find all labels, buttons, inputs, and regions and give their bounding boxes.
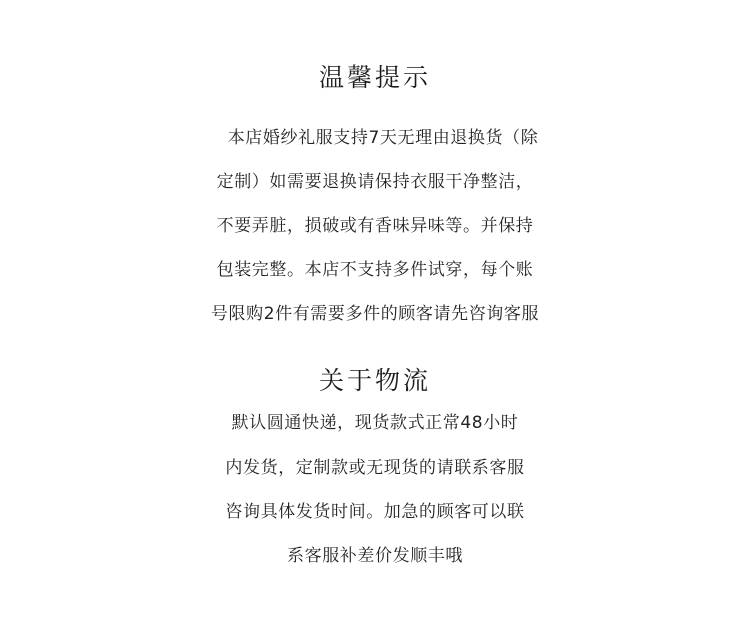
tips-line-2: 定制）如需要退换请保持衣服干净整洁， [216,172,534,192]
logistics-line-2: 内发货，定制款或无现货的请联系客服 [225,458,525,478]
tips-heading: 温馨提示 [318,63,431,92]
logistics-line-3: 咨询具体发货时间。加急的顾客可以联 [225,502,525,522]
logistics-heading: 关于物流 [318,366,431,395]
logistics-line-1: 默认圆通快递，现货款式正常48小时 [231,413,519,433]
tips-line-4: 包装完整。本店不支持多件试穿，每个账 [216,260,534,280]
tips-line-3: 不要弄脏，损破或有香味异味等。并保持 [216,216,534,236]
tips-line-1: 本店婚纱礼服支持7天无理由退换货（除 [227,128,539,148]
logistics-line-4: 系客服补差价发顺丰哦 [287,546,463,566]
tips-line-5: 号限购2件有需要多件的顾客请先咨询客服 [210,304,540,324]
